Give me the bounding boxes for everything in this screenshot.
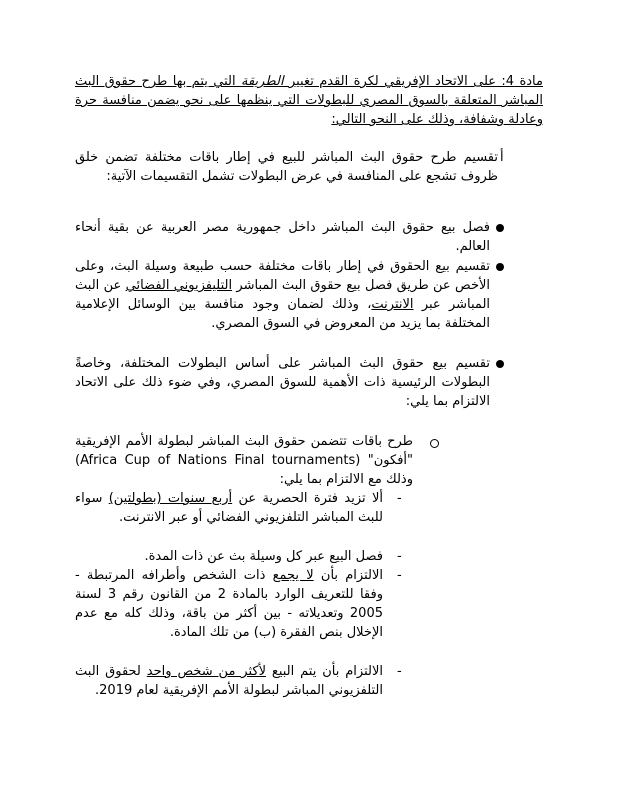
sub-english-name: Africa Cup of Nations Final tournaments [80,453,356,468]
dash-1-underline: أربع سنوات (بطولتين) [108,491,233,506]
bullet-marker [496,360,504,368]
dash-item-3 [75,566,383,642]
dash-4-underline: لأكثر من شخص واحد [146,664,267,679]
bullet-2-text-2: عن البث المباشر عبر [75,278,491,312]
sub-item [75,432,413,489]
dash-item-4 [75,662,383,700]
bullet-marker [496,263,504,271]
intro-text-2: التي يتم بها طرح حقوق البث المباشر المتعلقة بالسوق المصري للبطولات التي ينظمها على نحو يضمن منافسة حرة وعادلة وشفافة، وذلك على النحو التالي: [75,74,543,127]
dash-marker: - [397,664,402,679]
bullet-2-text-1: تقسيم بيع الحقوق في إطار باقات مختلفة حسب طبيعة وسيلة البث، وعلى الأخص عن طريق فصل بيع حقوق البث المباشر [75,259,491,293]
intro-italic-word: الطريقة [240,74,284,89]
bullet-2-underline-1: التليفزيوني الفضائي [125,278,233,293]
article-intro [75,72,543,129]
dash-4-text-1: الالتزام بأن يتم البيع [266,664,383,679]
dash-3-text-1: الالتزام بأن [313,568,384,583]
dash-marker: - [397,491,402,506]
bullet-2-text-3: ، وذلك لضمان وجود منافسة بين الوسائل الإعلامية المختلفة بما يزيد من المعروض في السوق المصري. [75,297,490,331]
sub-text-1: طرح باقات تتضمن حقوق البث المباشر لبطولة الأمم الإفريقية "أفكون" ( [75,434,414,468]
dash-marker: - [397,568,402,583]
bullet-item-2 [75,257,490,333]
bullet-2-underline-2: الانترنت [371,297,414,312]
section-a-text: تقسيم طرح حقوق البث المباشر للبيع في إطار باقات مختلفة تضمن خلق ظروف تشجع على المنافسة في عرض البطولات تشمل التقسيمات الآتية: [75,150,498,184]
sub-text-2: ) وذلك مع الالتزام بما يلي: [75,453,413,487]
bullet-marker [496,224,504,232]
dash-3-underline: لا يجمع [272,568,314,583]
dash-4-text-2: لحقوق البث التلفزيوني المباشر لبطولة الأمم الإفريقية لعام 2019. [75,664,383,698]
dash-1-text-2: سواء للبث المباشر التلفزيوني الفضائي أو عبر الانترنت. [75,491,383,525]
dash-item-1 [75,489,383,527]
intro-text-1: مادة 4: على الاتحاد الإفريقي لكرة القدم تغيير [283,74,543,89]
sub-bullet-marker [430,439,439,448]
dash-1-text-1: ألا تزيد فترة الحصرية عن [232,491,384,506]
section-a-marker: أ [500,150,504,165]
dash-marker: - [397,549,402,564]
dash-item-2: فصل البيع عبر كل وسيلة بث عن ذات المدة. [144,549,383,564]
bullet-item-3: تقسيم بيع حقوق البث المباشر على أساس البطولات المختلفة، وخاصةً البطولات الرئيسية ذات الأهمية للسوق المصري، وفي ضوء ذلك على الاتحاد الالتزام بما يلي: [75,356,490,409]
dash-3-text-2: ذات الشخص وأطرافه المرتبطة - وفقا للتعريف الوارد بالمادة 2 من القانون رقم 3 لسنة 2005 وتعديلاته - بين أكثر من باقة، وذلك كله مع عدم الإخلال بنص الفقرة (ب) من تلك المادة. [75,568,383,640]
bullet-item-1: فصل بيع حقوق البث المباشر داخل جمهورية مصر العربية عن بقية أنحاء العالم. [75,220,490,254]
